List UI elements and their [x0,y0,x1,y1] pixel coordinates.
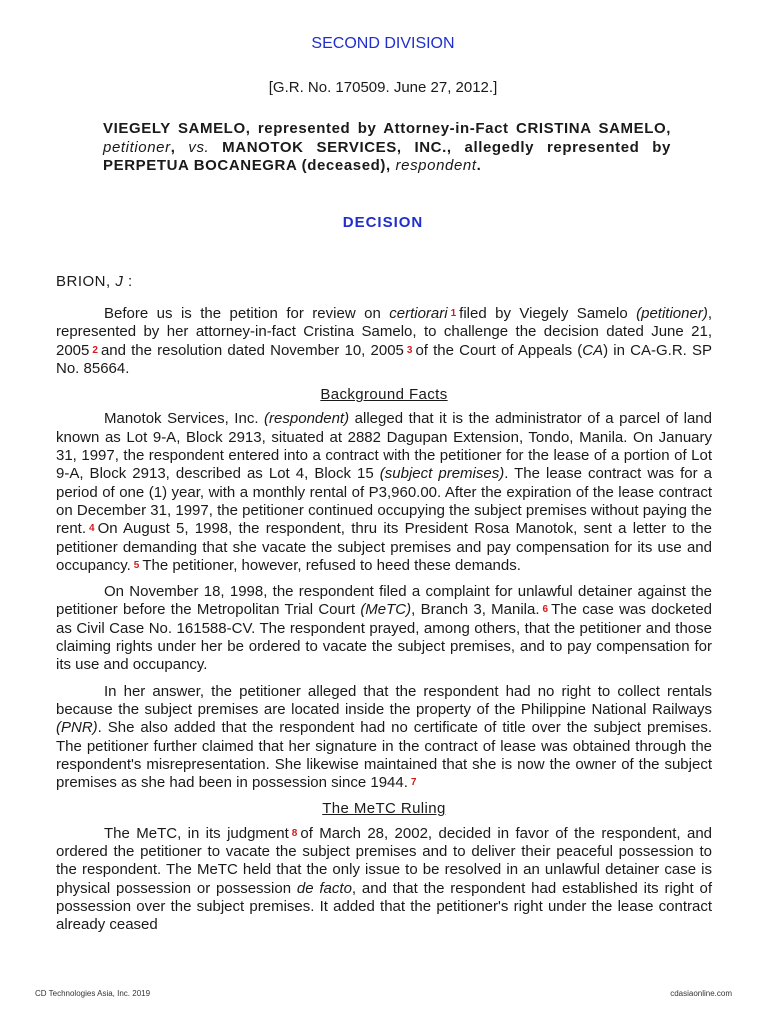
text: alleged that it is the administrator of a parcel of land known as Lot 9-A, Block 2913, situated at 2882 Dagupan Extension, Tondo, Manila. On January 31, 1997, the respondent entered into a contract with the petitioner for the lease of a portion of Lot 9-A, Block 2913, described as Lot 4, Block 15 [56,410,712,483]
respondent-label: respondent [395,157,477,174]
text: filed by Viegely Samelo [459,305,637,322]
division-heading: SECOND DIVISION [311,35,455,52]
footnote-ref-8[interactable]: 8 [291,827,298,839]
section-heading-background: Background Facts [320,386,448,404]
text: The MeTC, in its judgment [104,824,289,842]
text-italic: (petitioner) [636,305,708,322]
text: of March 28, 2002, decided in favor of the respondent, and ordered the petitioner to vacate the subject premises and to deliver their peaceful possession to the respondent. The MeTC held that the only issue to be resolved in an unlawful detainer case is physical possession or possession [56,824,712,897]
case-parties [103,120,671,176]
footer-site: cdasiaonline.com [670,989,732,998]
decision-body [56,305,712,943]
text: ) in CA-G.R. SP No. 85664. [56,341,713,377]
party-petitioner-name: VIEGELY SAMELO, represented by Attorney-in-Fact CRISTINA SAMELO, [103,120,671,137]
ponente-name: BRION, [56,273,116,290]
versus-label: vs. [188,138,210,156]
text: . The lease contract was for a period of one (1) year, with a monthly rental of P3,960.00. After the expiration of the lease contract on December 31, 1997, the petitioner continued occupying the subject premises without paying the rent. [56,465,712,538]
footnote-ref-1[interactable]: 1 [450,308,457,319]
text: . She also added that the respondent had no certificate of title over the subject premises. The petitioner further claimed that her signature in the contract of lease was obtained through the respondent's misrepresentation. She likewise maintained that she is now the owner of the subject premises as she had been in possession since 1944. [56,719,712,792]
footnote-ref-5[interactable]: 5 [133,559,140,571]
text-italic: (subject premises) [379,465,505,483]
text-italic: (PNR) [56,719,98,737]
period: . [476,157,482,174]
paragraph-1 [56,305,712,378]
text: , Branch 3, Manila. [411,601,540,619]
footer-copyright: CD Technologies Asia, Inc. 2019 [35,989,151,998]
party-respondent-name: MANOTOK SERVICES, INC., allegedly represented by PERPETUA BOCANEGRA (deceased), [103,138,671,174]
paragraph-2 [56,410,712,575]
separator: , [170,138,189,156]
gr-number: [G.R. No. 170509. June 27, 2012.] [268,79,498,96]
ponente-colon: : [123,273,133,290]
text-italic: CA [582,341,604,359]
text-italic: certiorari [389,305,448,322]
ponente [56,273,133,290]
footnote-ref-4[interactable]: 4 [89,523,95,535]
paragraph-4 [56,683,712,793]
paragraph-5 [56,825,712,935]
text-italic: (MeTC) [360,601,412,619]
section-heading-metc: The MeTC Ruling [322,800,446,818]
paragraph-3 [56,583,712,674]
text: On November 18, 1998, the respondent filed a complaint for unlawful detainer against the petitioner before the Metropolitan Trial Court [56,583,712,619]
footnote-ref-7[interactable]: 7 [410,777,417,789]
text: The petitioner, however, refused to heed these demands. [142,556,521,574]
text: On August 5, 1998, the respondent, thru its President Rosa Manotok, sent a letter to the petitioner demanding that she vacate the subject premises and pay compensation for its use and occupancy. [56,520,712,574]
text: In her answer, the petitioner alleged that the respondent had no right to collect rentals because the subject premises are located inside the property of the Philippine National Railways [56,682,712,718]
text: Manotok Services, Inc. [104,410,265,428]
decision-title: DECISION [342,214,424,231]
footnote-ref-2[interactable]: 2 [92,344,98,356]
text-italic: de facto [296,879,352,897]
petitioner-label: petitioner [103,138,171,156]
text: The case was docketed as Civil Case No. 161588-CV. The respondent prayed, among others, that the petitioner and those claiming rights under her be ordered to vacate the subject premises, and to pay compensation for its use and occupancy. [56,601,713,674]
text: Before us is the petition for review on [104,305,390,322]
ponente-title: J [115,273,124,290]
footnote-ref-3[interactable]: 3 [406,344,413,356]
text-italic: (respondent) [264,410,350,428]
footnote-ref-6[interactable]: 6 [542,604,549,616]
text: , and that the respondent had established its right of possession over the subject premises. It added that the petitioner's right under the lease contract already ceased [56,879,713,934]
text: , represented by her attorney-in-fact Cristina Samelo, to challenge the decision dated June 21, 2005 [56,305,712,359]
text: of the Court of Appeals ( [415,341,583,359]
text: and the resolution dated November 10, 2005 [100,341,404,359]
